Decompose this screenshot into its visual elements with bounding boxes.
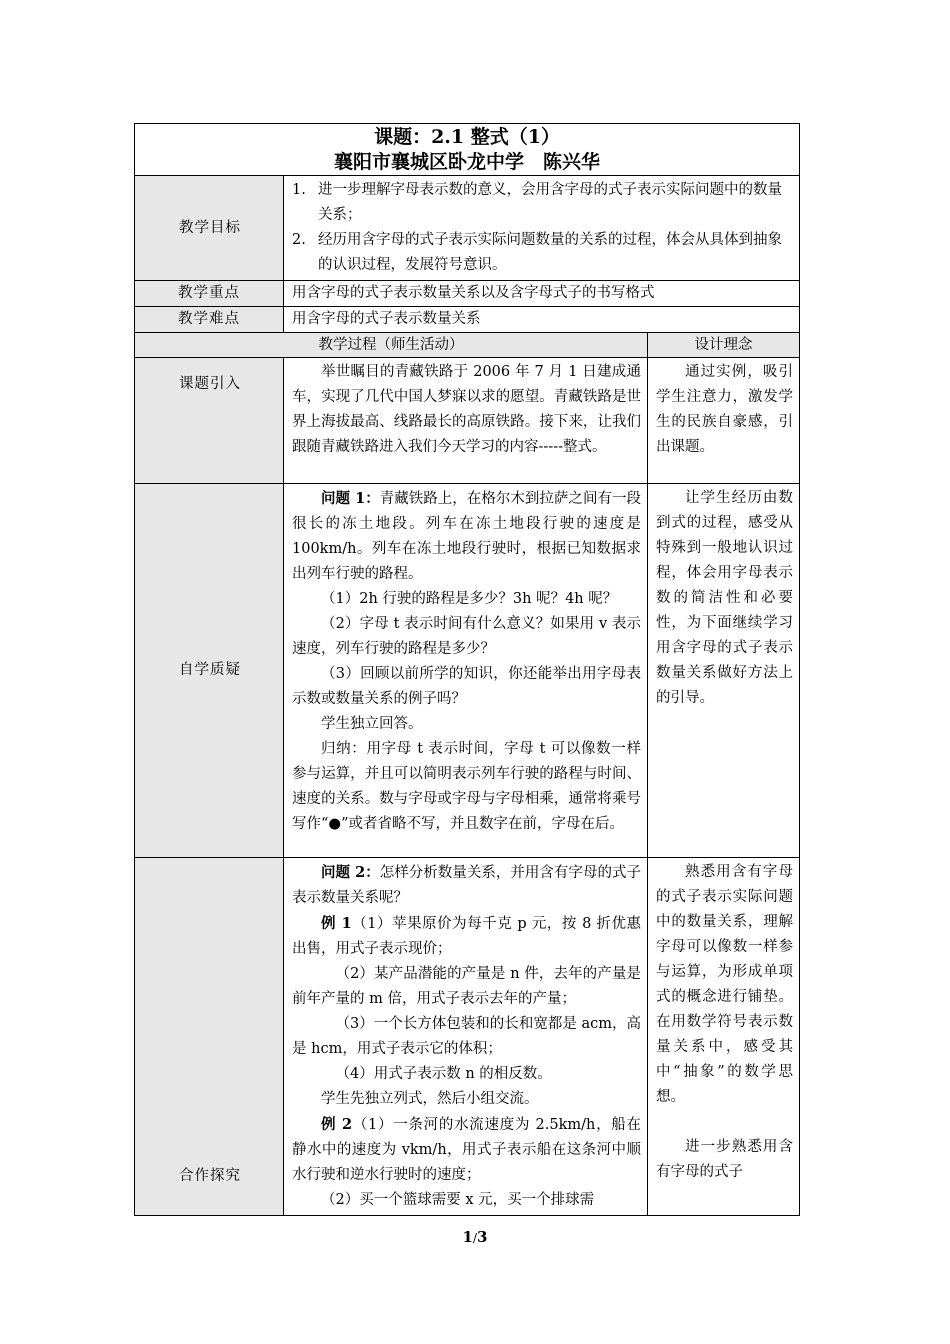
difficulty-text: 用含字母的式子表示数量关系 (284, 307, 800, 333)
sub-question-1: （1）2h 行驶的路程是多少？3h 呢？4h 呢？ (321, 591, 618, 607)
example-1-part-1 (292, 911, 641, 962)
self-study-process (284, 484, 648, 858)
intro-process (284, 358, 648, 484)
example-2-lead: 例 2 (321, 1116, 353, 1133)
self-study-idea-text: 让学生经历由数到式的过程，感受从特殊到一般地认识过程，体会用字母表示数的简洁性和必要性，为下面继续学习用含字母的式子表示数量关系做好方法上的引导。 (656, 490, 794, 706)
example-1-part-1-text: （1）苹果原价为每千克 p 元，按 8 折优惠出售，用式子表示现价； (292, 916, 641, 957)
cooperate-idea-text-1: 熟悉用含有字母的式子表示实际问题中的数量关系，理解字母可以像数一样参与运算，为形成单项式的概念进行铺垫。在用数学符号表示数量关系中，感受其中“抽象”的数学思想。 (656, 864, 794, 1105)
summary-text: 归纳：用字母 t 表示时间，字母 t 可以像数一样参与运算，并且可以简明表示列车行驶的路程与时间、速度的关系。数与字母或字母与字母相乘，通常将乘号写作“●”或者省略不写，并且数字在前，字母在后。 (292, 741, 641, 832)
intro-text: 举世瞩目的青藏铁路于 2006 年 7 月 1 日建成通车，实现了几代中国人梦寐以求的愿望。青藏铁路是世界上海拔最高、线路最长的高原铁路。接下来，让我们跟随青藏铁路进入我们今天学习的内容-----整式。 (292, 364, 641, 455)
question-2-lead: 问题 2： (321, 864, 380, 881)
intro-label: 课题引入 (135, 358, 284, 484)
question-2 (292, 860, 641, 911)
cooperate-row (135, 858, 800, 1216)
sub-question-3: （3）回顾以前所学的知识，你还能举出用字母表示数或数量关系的例子吗？ (292, 666, 641, 707)
column-header-row (135, 333, 800, 358)
example-2-part-1 (292, 1112, 641, 1188)
key-point-label: 教学重点 (135, 281, 284, 307)
intro-idea-text: 通过实例，吸引学生注意力，激发学生的民族自豪感，引出课题。 (656, 364, 794, 455)
question-2-text: 怎样分析数量关系，并用含有字母的式子表示数量关系呢？ (292, 865, 641, 906)
page-separator: / (472, 1231, 478, 1245)
title-row (135, 124, 800, 176)
sub-question-2: （2）字母 t 表示时间有什么意义？如果用 v 表示速度，列车行驶的路程是多少？ (292, 616, 641, 657)
current-page: 1 (462, 1228, 473, 1246)
example-2-part-2: （2）买一个篮球需要 x 元，买一个排球需 (321, 1192, 595, 1208)
cooperate-idea-text-2: 进一步熟悉用含有字母的式子 (656, 1139, 794, 1180)
key-point-text: 用含字母的式子表示数量关系以及含字母式子的书写格式 (284, 281, 800, 307)
lesson-title-line1: 课题：2.1 整式（1） (374, 126, 560, 148)
goal-number: 1. (292, 182, 306, 198)
question-1-text: 青藏铁路上，在格尔木到拉萨之间有一段很长的冻土地段。列车在冻土地段行驶的速度是 100km/h。列车在冻土地段行驶时，根据已知数据求出列车行驶的路程。 (292, 491, 641, 582)
goals-list (292, 178, 793, 278)
goals-row (135, 176, 800, 281)
example-1-part-2: （2）某产品潜能的产量是 n 件，去年的产量是前年产量的 m 倍，用式子表示去年的产量； (292, 966, 641, 1007)
cooperate-idea (648, 858, 800, 1216)
page-number (0, 1228, 950, 1246)
goal-text: 进一步理解字母表示数的意义，会用含字母的式子表示实际问题中的数量关系； (318, 182, 782, 223)
difficulty-label: 教学难点 (135, 307, 284, 333)
goal-number: 2. (292, 232, 306, 248)
self-study-row (135, 484, 800, 858)
lesson-title-line2: 襄阳市襄城区卧龙中学 陈兴华 (334, 151, 601, 173)
cooperate-label: 合作探究 (135, 858, 284, 1216)
example-1-part-4: （4）用式子表示数 n 的相反数。 (335, 1066, 552, 1082)
cooperate-process (284, 858, 648, 1216)
key-point-row (135, 281, 800, 307)
goal-item (292, 178, 793, 228)
example-2-part-1-text: （1）一条河的水流速度为 2.5km/h，船在静水中的速度为 vkm/h，用式子表示船在这条河中顺水行驶和逆水行驶时的速度； (292, 1117, 642, 1183)
self-study-label: 自学质疑 (135, 484, 284, 858)
question-1 (292, 486, 641, 587)
idea-column-header: 设计理念 (648, 333, 800, 358)
example-1-lead: 例 1 (321, 915, 352, 932)
goal-item (292, 228, 793, 278)
process-column-header: 教学过程（师生活动） (135, 333, 648, 358)
total-pages: 3 (477, 1228, 488, 1246)
difficulty-row (135, 307, 800, 333)
group-work-note: 学生先独立列式，然后小组交流。 (321, 1091, 539, 1107)
question-1-lead: 问题 1： (321, 490, 380, 507)
goals-content (284, 176, 800, 281)
student-answer-note: 学生独立回答。 (321, 716, 423, 732)
goal-text: 经历用含字母的式子表示实际问题数量的关系的过程，体会从具体到抽象的认识过程，发展符号意识。 (318, 232, 782, 273)
lesson-title (135, 124, 800, 176)
example-1-part-3: （3）一个长方体包装和的长和宽都是 acm，高是 hcm，用式子表示它的体积； (292, 1016, 641, 1057)
goals-label: 教学目标 (135, 176, 284, 281)
self-study-idea (648, 484, 800, 858)
intro-idea (648, 358, 800, 484)
lesson-plan-table (134, 123, 800, 1216)
intro-row (135, 358, 800, 484)
